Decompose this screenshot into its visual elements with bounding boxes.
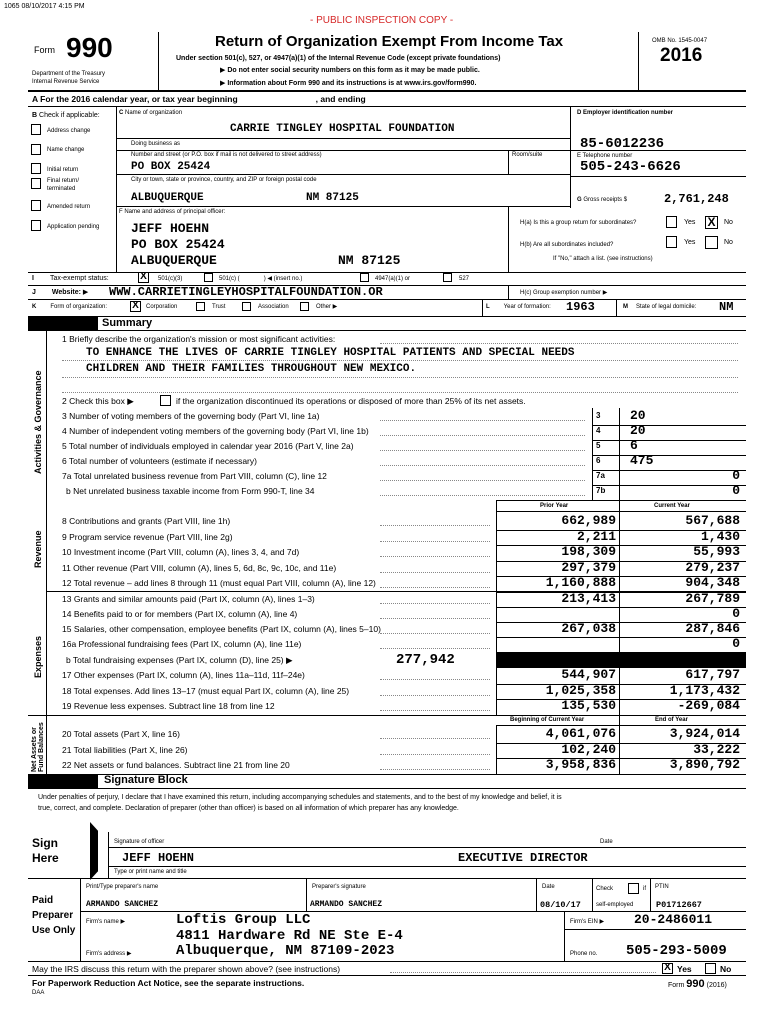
firm-ein: 20-2486011 (634, 912, 713, 927)
check-label: Check (596, 886, 614, 892)
ptin-label: PTIN (655, 884, 669, 890)
rev-prior-value: 198,309 (561, 544, 616, 560)
other-checkbox[interactable] (300, 302, 309, 311)
amended-return-checkbox[interactable] (31, 200, 41, 211)
exp-line-label: 15 Salaries, other compensation, employee benefits (Part IX, column (A), lines 5–10) (62, 624, 381, 634)
4947-checkbox[interactable] (360, 273, 369, 282)
sign-date-label: Date (600, 839, 613, 845)
attach-list-note: If "No," attach a list. (see instructions) (553, 256, 653, 262)
address-change-checkbox[interactable] (31, 124, 41, 135)
preparer-date: 08/10/17 (540, 900, 581, 910)
rev-leader-dots (380, 541, 490, 542)
ein-value: 85-6012236 (580, 136, 665, 152)
gov-line-label: 3 Number of voting members of the governing body (Part VI, line 1a) (62, 411, 320, 421)
subtitle-2: ▶ Do not enter social security numbers on this form as it may be made public. (220, 67, 480, 74)
gov-line-number: 4 (596, 426, 601, 435)
subtitle-3: ▶ Information about Form 990 and its instructions is at www.irs.gov/form990. (220, 80, 477, 87)
exp2-current-value: 1,173,432 (669, 682, 740, 698)
exp-line-label: 16a Professional fundraising fees (Part IX, column (A), line 11e) (62, 639, 302, 649)
rev-leader-dots (380, 587, 490, 588)
discuss-yes-label: Yes (677, 964, 692, 974)
preparer-signature: ARMANDO SANCHEZ (310, 900, 383, 909)
preparer-label: Preparer (32, 910, 74, 921)
type-print-label: Type or print name and title (114, 869, 187, 875)
website-label: J Website: ▶ (32, 289, 89, 296)
gov-line-number: 7b (596, 486, 606, 495)
timestamp: 1065 08/10/2017 4:15 PM (4, 3, 85, 10)
state-domicile-label: M State of legal domicile: (623, 304, 697, 310)
firm-phone: 505-293-5009 (626, 943, 727, 959)
form-of-org-label: K Form of organization: (32, 304, 108, 310)
name-of-org-label: C Name of organization (119, 110, 183, 116)
final-return-checkbox[interactable] (31, 178, 41, 189)
527-label: 527 (459, 276, 470, 282)
state-domicile-value: NM (719, 300, 734, 314)
trust-label: Trust (212, 304, 226, 310)
gov-line-number: 7a (596, 471, 605, 480)
boy-header: Beginning of Current Year (510, 717, 585, 723)
department: Department of the Treasury (32, 71, 106, 77)
net-leader-dots (380, 754, 490, 755)
net-current-value: 3,924,014 (669, 726, 740, 741)
exp-line-label: 14 Benefits paid to or for members (Part IX, column (A), line 4) (62, 609, 298, 619)
rev-line-label: 10 Investment income (Part VIII, column (A), lines 3, 4, and 7d) (62, 547, 300, 558)
tax-year: 2016 (660, 45, 703, 66)
group-return-question: H(a) Is this a group return for subordinates? (520, 220, 637, 226)
discuss-question: May the IRS discuss this return with the preparer shown above? (see instructions) (32, 964, 341, 974)
501c-checkbox[interactable] (204, 273, 213, 282)
exp-prior-value: 213,413 (561, 591, 616, 606)
line-16b-shaded (497, 652, 746, 668)
if-label: if (643, 886, 646, 892)
preparer-signature-label: Preparer's signature (312, 884, 366, 890)
gov-row-rule (592, 440, 746, 441)
gov-leader-dots (380, 480, 585, 481)
officer-signature-name: JEFF HOEHN (122, 851, 195, 865)
amended-return-label: Amended return (47, 204, 91, 210)
year-formation-label: L Year of formation: (486, 304, 551, 310)
hb-no-checkbox[interactable] (705, 236, 718, 249)
self-employed-label: self-employed (596, 902, 634, 908)
principal-officer-label: F Name and address of principal officer: (119, 209, 226, 215)
501c-label: 501(c) ( ) ◀ (insert no.) (219, 276, 303, 282)
corporation-checkbox[interactable]: X (130, 301, 141, 312)
gov-leader-dots (380, 450, 585, 451)
signature-tab (28, 775, 98, 788)
net-prior-value: 102,240 (561, 741, 616, 757)
check-if-applicable: B Check if applicable: (32, 112, 100, 119)
mission-line-1: TO ENHANCE THE LIVES OF CARRIE TINGLEY HOSPITAL PATIENTS AND SPECIAL NEEDS (86, 347, 575, 359)
net-line-label: 21 Total liabilities (Part X, line 26) (62, 744, 188, 755)
rev-leader-dots (380, 556, 490, 557)
gov-row-rule (592, 470, 746, 471)
rev-prior-value: 662,989 (561, 513, 616, 528)
exp2-leader-dots (380, 710, 490, 711)
tax-exempt-status-label: I Tax-exempt status: (32, 275, 109, 282)
net-line-label: 20 Total assets (Part X, line 16) (62, 729, 180, 739)
phone-no-label: Phone no. (570, 951, 598, 957)
line-16b-label: b Total fundraising expenses (Part IX, column (D), line 25) ▶ (66, 655, 293, 665)
rev-leader-dots (380, 572, 490, 573)
initial-return-checkbox[interactable] (31, 163, 41, 174)
exp2-line-label: 18 Total expenses. Add lines 13–17 (must equal Part IX, column (A), line 25) (62, 685, 350, 696)
ein-label: D Employer identification number (577, 110, 674, 116)
use-only-label: Use Only (32, 925, 76, 936)
firm-ein-label: Firm's EIN ▶ (570, 919, 605, 925)
preparer-name: ARMANDO SANCHEZ (86, 900, 159, 909)
rev-prior-value: 2,211 (576, 528, 616, 544)
application-pending-checkbox[interactable] (31, 220, 41, 231)
sign-label: Sign (32, 836, 58, 850)
gov-row-rule (592, 455, 746, 456)
year-formation-value: 1963 (566, 300, 595, 314)
gov-line-number: 5 (596, 441, 601, 450)
gov-leader-dots (380, 420, 585, 421)
net-current-value: 3,890,792 (669, 757, 740, 772)
gov-line-value: 20 (630, 423, 646, 438)
discuss-yes-checkbox[interactable]: X (662, 963, 673, 974)
org-city: ALBUQUERQUE (131, 192, 204, 204)
penalty-line-2: true, correct, and complete. Declaration of preparer (other than officer) is based on all information of which preparer has any knowledge. (38, 805, 459, 812)
footer-form: Form 990 (2016) (668, 978, 727, 990)
here-label: Here (32, 851, 59, 865)
exp-leader-dots (380, 633, 490, 634)
subtitle-1: Under section 501(c), 527, or 4947(a)(1) of the Internal Revenue Code (except private foundations) (176, 55, 501, 62)
activities-governance-label: Activities & Governance (33, 370, 43, 474)
phone-label: E Telephone number (577, 153, 633, 159)
group-exemption-label: H(c) Group exemption number ▶ (520, 290, 608, 296)
exp-current-value: 0 (732, 606, 740, 621)
gov-leader-dots (380, 495, 585, 496)
corporation-label: Corporation (146, 304, 178, 310)
exp-current-value: 287,846 (685, 621, 740, 636)
hb-yes-label: Yes (684, 239, 696, 246)
rev-leader-dots (380, 525, 490, 526)
firm-address-label: Firm's address ▶ (86, 951, 132, 957)
gov-line-label: b Net unrelated business taxable income from Form 990-T, line 34 (66, 486, 315, 496)
paid-label: Paid (32, 895, 54, 906)
rev-line-label: 8 Contributions and grants (Part VIII, line 1h) (62, 516, 231, 526)
exp2-line-label: 19 Revenue less expenses. Subtract line 18 from line 12 (62, 701, 275, 712)
trust-checkbox[interactable] (196, 302, 205, 311)
gov-line-value: 6 (630, 438, 638, 453)
preparer-name-label: Print/Type preparer's name (86, 884, 159, 890)
rev-line-label: 12 Total revenue – add lines 8 through 11 (must equal Part VIII, column (A), line 12) (62, 578, 376, 589)
discuss-no-checkbox[interactable] (705, 963, 716, 974)
net-prior-value: 4,061,076 (545, 726, 616, 741)
room-suite-label: Room/suite (512, 152, 543, 158)
city-label: City or town, state or province, country, and ZIP or foreign postal code (131, 177, 317, 183)
rev-prior-value: 297,379 (561, 559, 616, 575)
signature-block-title: Signature Block (104, 774, 188, 786)
omb-number: OMB No. 1545-0047 (652, 38, 708, 44)
organization-name: CARRIE TINGLEY HOSPITAL FOUNDATION (230, 123, 455, 135)
subordinates-question: H(b) Are all subordinates included? (520, 242, 614, 248)
501c3-label: 501(c)(3) (158, 276, 183, 282)
line-a: A For the 2016 calendar year, or tax year beginning , and ending (32, 94, 366, 104)
exp2-prior-value: 1,025,358 (545, 682, 616, 698)
part-one-tab (28, 317, 98, 330)
dba-label: Doing business as (131, 141, 181, 147)
preparer-date-label: Date (542, 884, 555, 890)
firm-address-1: 4811 Hardware Rd NE Ste E-4 (176, 928, 403, 944)
other-label: Other ▶ (316, 304, 338, 310)
exp-current-value: 267,789 (685, 591, 740, 606)
officer-city: ALBUQUERQUE (131, 253, 217, 268)
exp2-prior-value: 135,530 (561, 698, 616, 714)
form-word: Form (34, 45, 55, 55)
org-state-zip: NM 87125 (306, 192, 359, 204)
rev-current-value: 279,237 (685, 559, 740, 575)
exp-leader-dots (380, 603, 490, 604)
sign-arrow (90, 822, 98, 880)
net-prior-value: 3,958,836 (545, 757, 616, 772)
exp-prior-value: 267,038 (561, 621, 616, 636)
application-pending-label: Application pending (47, 224, 100, 230)
street-label: Number and street (or P.O. box if mail is not delivered to street address) (131, 152, 322, 158)
gov-leader-dots (380, 465, 585, 466)
gov-line-label: 6 Total number of volunteers (estimate if necessary) (62, 456, 257, 466)
gov-leader-dots (380, 435, 585, 436)
exp-leader-dots (380, 618, 490, 619)
rev-current-value: 904,348 (685, 575, 740, 591)
ptin-value: P01712667 (656, 900, 702, 910)
net-current-value: 33,222 (693, 741, 740, 757)
exp2-current-value: -269,084 (677, 698, 740, 714)
gov-line-value: 20 (630, 408, 646, 423)
officer-title: EXECUTIVE DIRECTOR (458, 851, 588, 865)
officer-state-zip: NM 87125 (338, 253, 401, 268)
net-assets-label: Net Assets or Fund Balances (31, 722, 45, 772)
name-change-checkbox[interactable] (31, 144, 41, 155)
exp-current-value: 0 (732, 636, 740, 651)
exp2-prior-value: 544,907 (561, 667, 616, 682)
expenses-label: Expenses (33, 635, 43, 678)
exp-row-rule (496, 637, 746, 638)
mission-line-2: CHILDREN AND THEIR FAMILIES THROUGHOUT NEW MEXICO. (86, 363, 417, 375)
prior-year-header: Prior Year (540, 503, 569, 509)
signature-of-officer-label: Signature of officer (114, 839, 165, 845)
gov-row-rule (592, 485, 746, 486)
firm-name: Loftis Group LLC (176, 912, 311, 928)
exp-row-rule (496, 607, 746, 608)
hb-no-label: No (724, 239, 733, 246)
irs: Internal Revenue Service (32, 79, 100, 85)
line-2-text: if the organization discontinued its operations or disposed of more than 25% of its net assets. (176, 396, 526, 406)
gov-line-value: 475 (630, 453, 654, 468)
net-leader-dots (380, 738, 490, 739)
line-2-label: 2 Check this box ▶ (62, 396, 134, 406)
org-street: PO BOX 25424 (131, 161, 211, 173)
gov-line-number: 6 (596, 456, 601, 465)
gov-line-value: 0 (732, 468, 740, 483)
ha-no-checkbox[interactable]: X (705, 216, 718, 229)
exp2-current-value: 617,797 (685, 667, 740, 682)
exp-leader-dots (380, 648, 490, 649)
ha-yes-label: Yes (684, 219, 696, 226)
daa-label: DAA (32, 990, 45, 996)
fundraising-total: 277,942 (396, 652, 455, 668)
net-line-label: 22 Net assets or fund balances. Subtract line 21 from line 20 (62, 760, 290, 770)
net-leader-dots (380, 769, 490, 770)
discontinued-checkbox[interactable] (160, 395, 171, 406)
penalty-line-1: Under penalties of perjury, I declare that I have examined this return, including accompanying schedules and statements, and to the best of my knowledge and belief, it is (38, 794, 562, 801)
association-checkbox[interactable] (242, 302, 251, 311)
initial-return-label: Initial return (47, 167, 79, 173)
gross-receipts-label: G Gross receipts $ (577, 197, 628, 203)
final-return-label: Final return/ terminated (47, 178, 80, 192)
exp2-leader-dots (380, 679, 490, 680)
name-change-label: Name change (47, 147, 85, 153)
gov-line-number: 3 (596, 411, 601, 420)
firm-address-2: Albuquerque, NM 87109-2023 (176, 943, 395, 959)
rev-line-label: 9 Program service revenue (Part VIII, line 2g) (62, 531, 233, 542)
rev-current-value: 55,993 (693, 544, 740, 560)
current-year-header: Current Year (654, 503, 690, 509)
exp2-line-label: 17 Other expenses (Part IX, column (A), lines 11a–11d, 11f–24e) (62, 670, 305, 680)
gov-row-rule (592, 425, 746, 426)
form-title: Return of Organization Exempt From Income Tax (215, 33, 564, 50)
gov-line-label: 7a Total unrelated business revenue from Part VIII, column (C), line 12 (62, 471, 327, 481)
ha-yes-checkbox[interactable] (666, 216, 677, 228)
officer-street: PO BOX 25424 (131, 237, 225, 252)
line-1-label: 1 Briefly describe the organization's mission or most significant activities: (62, 334, 336, 344)
website-url[interactable]: WWW.CARRIETINGLEYHOSPITALFOUNDATION.OR (109, 285, 383, 299)
hb-yes-checkbox[interactable] (666, 236, 677, 248)
firm-name-label: Firm's name ▶ (86, 919, 126, 925)
rev-current-value: 567,688 (685, 513, 740, 528)
501c3-checkbox[interactable]: X (138, 272, 149, 283)
form-number: 990 (66, 32, 113, 63)
gov-line-label: 5 Total number of individuals employed in calendar year 2016 (Part V, line 2a) (62, 441, 354, 451)
discuss-no-label: No (720, 964, 732, 974)
officer-name: JEFF HOEHN (131, 221, 210, 236)
phone-value: 505-243-6626 (580, 159, 681, 175)
revenue-label: Revenue (33, 530, 43, 568)
eoy-header: End of Year (655, 717, 688, 723)
public-inspection-copy: - PUBLIC INSPECTION COPY - (310, 15, 454, 26)
summary-title: Summary (102, 317, 153, 329)
527-checkbox[interactable] (443, 273, 452, 282)
association-label: Association (258, 304, 289, 310)
rev-current-value: 1,430 (700, 528, 740, 544)
address-change-label: Address change (47, 128, 91, 134)
4947-label: 4947(a)(1) or (375, 276, 411, 282)
exp-line-label: 13 Grants and similar amounts paid (Part IX, column (A), lines 1–3) (62, 594, 315, 604)
rev-line-label: 11 Other revenue (Part VIII, column (A), lines 5, 6d, 8c, 9c, 10c, and 11e) (62, 562, 337, 573)
exp2-leader-dots (380, 695, 490, 696)
gov-line-label: 4 Number of independent voting members of the governing body (Part VI, line 1b) (62, 426, 369, 436)
pra-notice: For Paperwork Reduction Act Notice, see the separate instructions. (32, 978, 305, 988)
gov-line-value: 0 (732, 483, 740, 498)
rev-prior-value: 1,160,888 (545, 575, 616, 591)
gross-receipts-value: 2,761,248 (664, 192, 729, 206)
ha-no-label: No (724, 219, 733, 226)
self-employed-checkbox[interactable] (628, 883, 639, 894)
